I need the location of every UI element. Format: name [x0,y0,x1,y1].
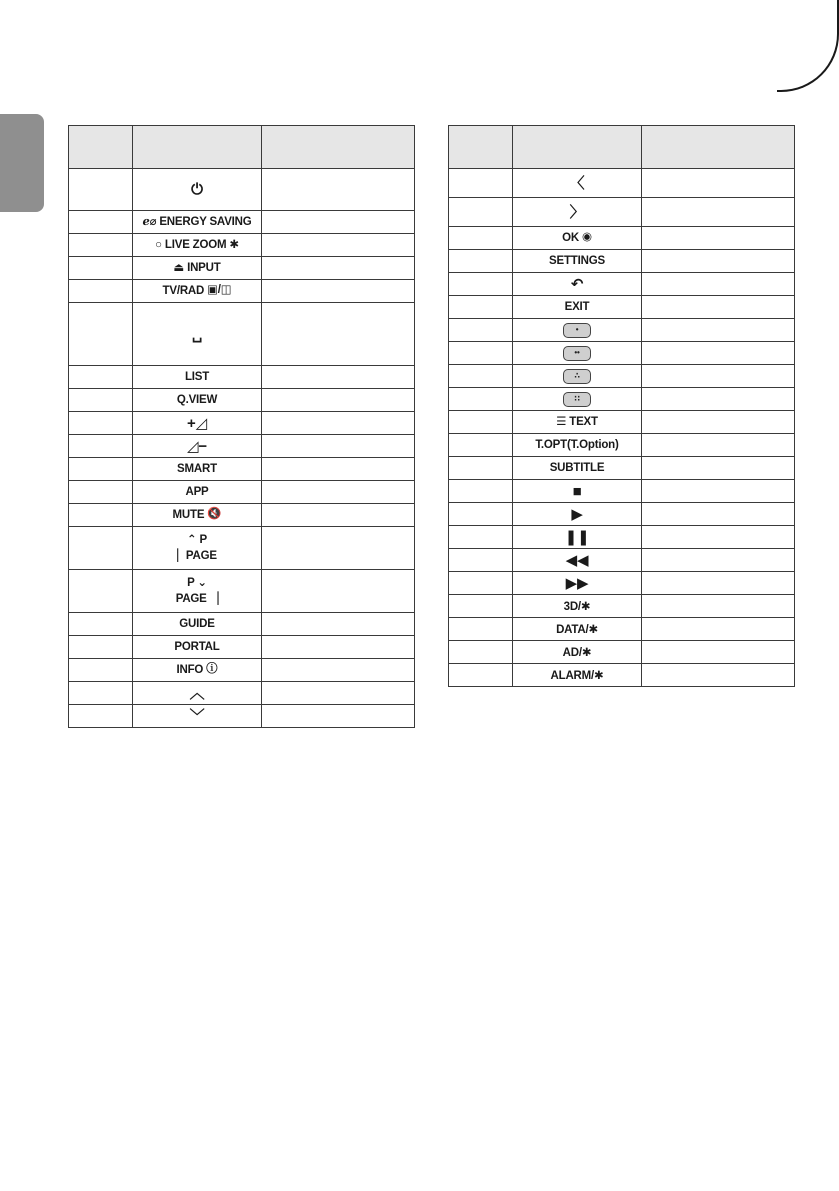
description-cell [642,503,795,526]
description-cell [642,457,795,480]
key-cell [513,457,642,480]
key-cell [513,618,642,641]
number-cell [449,319,513,342]
number-cell [449,503,513,526]
number-cell [69,211,133,234]
key-label [564,599,591,613]
key-text: LIST [184,371,210,383]
key-label [185,486,208,498]
table-row [449,411,795,434]
number-cell [69,636,133,659]
description-cell [262,303,415,366]
number-cell [69,303,133,366]
number-cell [69,458,133,481]
key-text: OK [562,232,579,244]
tv-radio-icon: ▣/◫ [207,284,232,297]
table-row [69,234,415,257]
number-cell [69,389,133,412]
key-label [551,668,604,682]
remote-keys-table-left [68,125,415,728]
number-cell [69,659,133,682]
key-text: TV/RAD [162,285,205,297]
key-text: DATA/✱ [556,624,598,636]
key-text: MUTE [172,509,205,521]
number-cell [69,234,133,257]
description-cell [642,480,795,503]
description-cell [262,705,415,728]
table-row [69,613,415,636]
key-cell [513,250,642,273]
description-cell [642,227,795,250]
table-row [449,434,795,457]
key-text: GUIDE [179,618,215,630]
table-row [69,458,415,481]
description-cell [262,366,415,389]
key-cell [513,227,642,250]
description-cell [262,570,415,613]
description-cell [262,234,415,257]
teletext-icon: ☰ [556,415,567,428]
key-cell [133,458,262,481]
key-text: LIVE ZOOM [164,239,227,252]
key-label [563,369,591,384]
key-cell [513,388,642,411]
key-label [191,182,203,197]
number-cell [449,457,513,480]
description-cell [642,169,795,198]
description-cell [642,365,795,388]
fast-forward-icon: ▶▶ [565,574,589,592]
input-icon: ⏏ [173,261,185,274]
key-text: 3D/✱ [563,601,591,613]
back-icon: ↶ [570,275,584,293]
description-cell [642,572,795,595]
key-label [177,394,217,406]
info-circle-icon: ⓘ [206,663,218,676]
key-text: INFO [176,664,204,676]
table-row [69,570,415,613]
table-row [449,526,795,549]
key-text: TEXT [569,416,598,429]
key-cell [133,169,262,211]
key-label [571,277,583,292]
table-row [69,636,415,659]
table-row [69,705,415,728]
green-key-icon: •• [563,346,591,361]
key-cell [513,198,642,227]
key-label [177,664,218,676]
key-label [142,216,251,228]
key-cell [133,366,262,389]
description-cell [642,618,795,641]
key-label [155,239,239,251]
remote-keys-table-right [448,125,795,687]
key-cell [513,641,642,664]
table-row [69,169,415,211]
key-cell [133,234,262,257]
key-label [570,205,585,220]
key-cell [513,526,642,549]
volume-down-icon: ◿− [187,437,207,455]
table-row [449,365,795,388]
description-cell [642,273,795,296]
description-cell [642,296,795,319]
key-label [566,576,589,591]
table-row [69,366,415,389]
description-cell [262,527,415,570]
table-row [449,480,795,503]
column-header [449,126,513,169]
description-cell [262,389,415,412]
key-cell [513,664,642,687]
table-row [449,595,795,618]
key-label-line: ▏PAGE [177,550,217,562]
key-cell [513,169,642,198]
description-cell [642,641,795,664]
key-label [173,509,222,521]
arrow-up-icon: ︿ [189,684,205,702]
description-cell [642,549,795,572]
key-label-line: P ⌄ [187,577,207,589]
channel-up-icon [177,532,217,564]
key-label [179,618,214,630]
number-cell [449,549,513,572]
key-label [177,463,217,475]
page-corner-mark [777,0,839,92]
key-text: ALARM/✱ [550,670,604,682]
key-cell [513,572,642,595]
key-cell [513,342,642,365]
table-row [449,319,795,342]
key-cell [133,412,262,435]
key-cell [133,211,262,234]
asterisk-icon: ✱ [229,238,239,251]
key-label [187,439,207,454]
table-row [449,273,795,296]
number-cell [449,595,513,618]
description-cell [642,664,795,687]
table-row [449,457,795,480]
table-row [449,503,795,526]
key-label [549,255,605,267]
description-cell [642,342,795,365]
key-text: Q.VIEW [176,394,218,406]
space-icon: ␣ [191,325,203,343]
number-cell [69,613,133,636]
key-label [187,416,207,431]
key-text: INPUT [187,262,221,275]
description-cell [262,280,415,303]
key-cell [133,636,262,659]
description-cell [262,659,415,682]
key-label [570,176,585,191]
description-cell [642,526,795,549]
key-text: ENERGY SAVING [159,216,252,229]
key-label [566,553,589,568]
number-cell [449,641,513,664]
number-cell [449,169,513,198]
number-cell [69,527,133,570]
description-cell [262,169,415,211]
key-text: SMART [177,463,217,475]
number-cell [449,342,513,365]
number-cell [449,434,513,457]
play-icon: ▶ [571,505,583,523]
description-cell [642,319,795,342]
key-cell [513,595,642,618]
table-row [449,250,795,273]
key-label-line: PAGE ▕ [175,593,219,605]
key-label [192,327,203,342]
table-row [69,504,415,527]
key-cell [133,705,262,728]
table-row [69,303,415,366]
key-label [185,371,209,383]
key-cell [133,613,262,636]
key-label [556,416,598,428]
description-cell [262,257,415,280]
key-cell [133,257,262,280]
column-header [513,126,642,169]
live-zoom-circle-icon: ○ [155,238,162,251]
number-cell [449,273,513,296]
table-row [449,549,795,572]
table-row [69,527,415,570]
number-cell [69,257,133,280]
key-label [190,686,205,701]
key-text: APP [185,486,209,498]
stop-icon: ■ [572,482,582,500]
description-cell [262,458,415,481]
arrow-right-icon: 〉 [569,203,585,221]
key-text: SETTINGS [549,255,605,267]
table-row [449,664,795,687]
key-text: SUBTITLE [549,462,605,474]
key-cell [133,682,262,705]
number-cell [449,296,513,319]
column-header [69,126,133,169]
number-cell [449,365,513,388]
key-cell [513,411,642,434]
column-header [262,126,415,169]
key-cell [513,296,642,319]
number-cell [449,411,513,434]
table-row [69,257,415,280]
number-cell [69,412,133,435]
number-cell [449,618,513,641]
key-label [177,532,217,564]
arrow-down-icon: ﹀ [189,707,205,725]
number-cell [69,682,133,705]
description-cell [642,411,795,434]
key-cell [133,435,262,458]
key-cell [133,570,262,613]
key-text: EXIT [564,301,590,313]
key-cell [133,527,262,570]
number-cell [69,435,133,458]
table-row [449,169,795,198]
language-side-tab [0,114,44,212]
description-cell [642,388,795,411]
key-cell [513,503,642,526]
description-cell [262,435,415,458]
description-cell [262,504,415,527]
key-cell [513,434,642,457]
key-label [565,301,590,313]
description-cell [262,613,415,636]
number-cell [69,504,133,527]
table-row [449,227,795,250]
number-cell [449,480,513,503]
table-row [449,198,795,227]
key-label [173,262,220,274]
mute-speaker-icon: 🔇 [207,508,222,521]
key-label [573,484,582,499]
key-text: PORTAL [174,641,220,653]
key-label [563,645,592,659]
table-row [449,296,795,319]
key-label [176,575,219,607]
description-cell [262,211,415,234]
table-row [449,572,795,595]
description-cell [642,198,795,227]
number-cell [69,280,133,303]
number-cell [449,388,513,411]
description-cell [642,250,795,273]
number-cell [69,366,133,389]
description-cell [262,412,415,435]
description-cell [262,481,415,504]
number-cell [69,570,133,613]
number-cell [449,572,513,595]
key-cell [133,481,262,504]
red-key-icon: • [563,323,591,338]
key-label [563,346,591,361]
number-cell [449,664,513,687]
blue-key-icon: ∷ [563,392,591,407]
table-row [69,211,415,234]
key-cell [133,389,262,412]
table-row [69,481,415,504]
key-cell [513,549,642,572]
table-row [449,388,795,411]
key-label [562,232,592,244]
key-cell [513,365,642,388]
description-cell [262,682,415,705]
column-header [642,126,795,169]
key-cell [513,480,642,503]
number-cell [69,481,133,504]
key-cell [133,280,262,303]
number-cell [449,198,513,227]
table-row [449,342,795,365]
number-cell [69,169,133,211]
key-cell [513,273,642,296]
key-label [163,285,232,297]
table-row [449,641,795,664]
key-cell [513,319,642,342]
number-cell [449,227,513,250]
key-cell [133,303,262,366]
number-cell [449,526,513,549]
key-cell [133,504,262,527]
key-label [563,323,591,338]
key-label [190,709,205,724]
volume-up-icon: +◿ [187,414,207,432]
number-cell [69,705,133,728]
description-cell [642,595,795,618]
key-label [550,462,605,474]
key-label [565,530,590,545]
table-row [449,618,795,641]
channel-down-icon [176,575,219,607]
column-header [133,126,262,169]
number-cell [449,250,513,273]
key-label-line: ⌃ P [187,534,207,546]
table-row [69,280,415,303]
key-text: AD/✱ [562,647,592,659]
ok-dot-icon: ◉ [582,231,592,244]
description-cell [642,434,795,457]
table-row [69,659,415,682]
table-row [69,682,415,705]
description-cell [262,636,415,659]
table-row [69,435,415,458]
key-label [563,392,591,407]
power-icon: ⏻ [191,181,203,198]
key-cell [133,659,262,682]
energy-leaf-icon: ℯ⌀ [142,215,157,228]
table-row [69,389,415,412]
key-text: T.OPT(T.Option) [535,439,619,451]
key-label [556,622,598,636]
pause-icon: ❚❚ [564,528,590,546]
rewind-icon: ◀◀ [565,551,589,569]
arrow-left-icon: 〈 [569,174,585,192]
key-label [174,641,219,653]
yellow-key-icon: ∴ [563,369,591,384]
key-label [571,507,582,522]
key-label [535,439,618,451]
table-row [69,412,415,435]
